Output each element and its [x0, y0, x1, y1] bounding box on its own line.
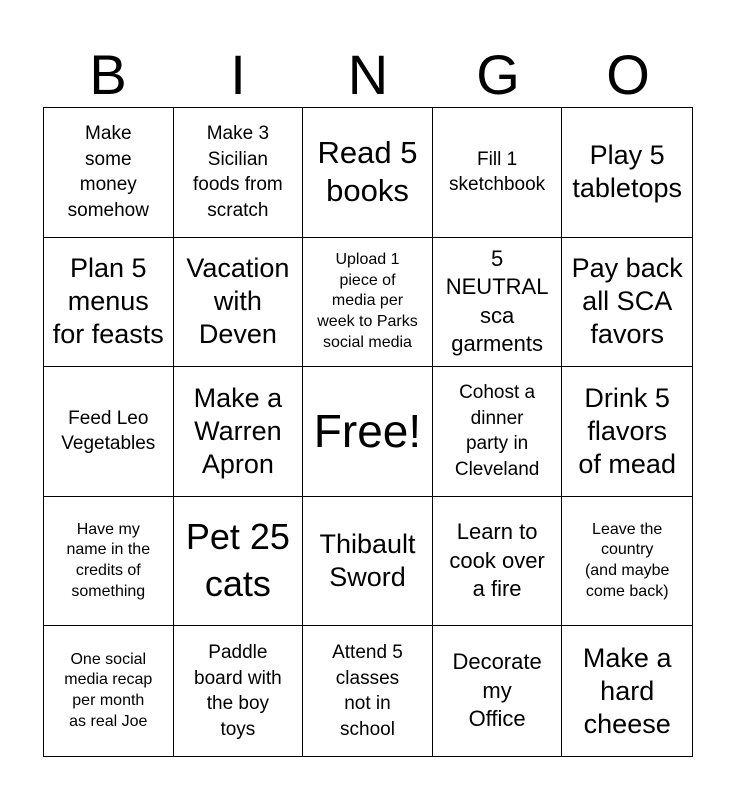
- header-letter-n: N: [347, 43, 389, 106]
- free-space[interactable]: Free!: [303, 367, 433, 497]
- bingo-cell[interactable]: Make 3 Sicilian foods from scratch: [174, 108, 304, 238]
- bingo-cell[interactable]: Decorate my Office: [433, 626, 563, 756]
- bingo-cell[interactable]: Have my name in the credits of something: [44, 497, 174, 627]
- header-letter-g: G: [476, 43, 520, 106]
- bingo-cell[interactable]: Paddle board with the boy toys: [174, 626, 304, 756]
- bingo-cell[interactable]: Learn to cook over a fire: [433, 497, 563, 627]
- bingo-cell[interactable]: Pet 25 cats: [174, 497, 304, 627]
- bingo-header: [43, 44, 693, 106]
- bingo-board: [43, 107, 693, 757]
- header-letter-i: I: [230, 43, 246, 106]
- bingo-cell[interactable]: Plan 5 menus for feasts: [44, 238, 174, 368]
- bingo-cell[interactable]: Leave the country (and maybe come back): [562, 497, 692, 627]
- header-letter-b: B: [89, 43, 127, 106]
- bingo-cell[interactable]: Make a Warren Apron: [174, 367, 304, 497]
- bingo-cell[interactable]: Cohost a dinner party in Cleveland: [433, 367, 563, 497]
- bingo-cell[interactable]: Attend 5 classes not in school: [303, 626, 433, 756]
- bingo-cell[interactable]: Make some money somehow: [44, 108, 174, 238]
- bingo-cell[interactable]: Upload 1 piece of media per week to Parks social media: [303, 238, 433, 368]
- bingo-cell[interactable]: One social media recap per month as real Joe: [44, 626, 174, 756]
- bingo-cell[interactable]: Make a hard cheese: [582, 642, 672, 739]
- bingo-cell[interactable]: Play 5 tabletops: [562, 108, 692, 238]
- bingo-cell[interactable]: Fill 1 sketchbook: [433, 108, 563, 238]
- header-letter-o: O: [606, 43, 650, 106]
- bingo-cell[interactable]: Feed Leo Vegetables: [44, 367, 174, 497]
- bingo-cell[interactable]: 5 NEUTRAL sca garments: [433, 238, 563, 368]
- bingo-cell[interactable]: Vacation with Deven: [174, 238, 304, 368]
- bingo-cell[interactable]: Pay back all SCA favors: [562, 238, 692, 368]
- bingo-cell[interactable]: Drink 5 flavors of mead: [562, 367, 692, 497]
- bingo-cell[interactable]: Read 5 books: [303, 108, 433, 238]
- bingo-cell[interactable]: Thibault Sword: [303, 497, 433, 627]
